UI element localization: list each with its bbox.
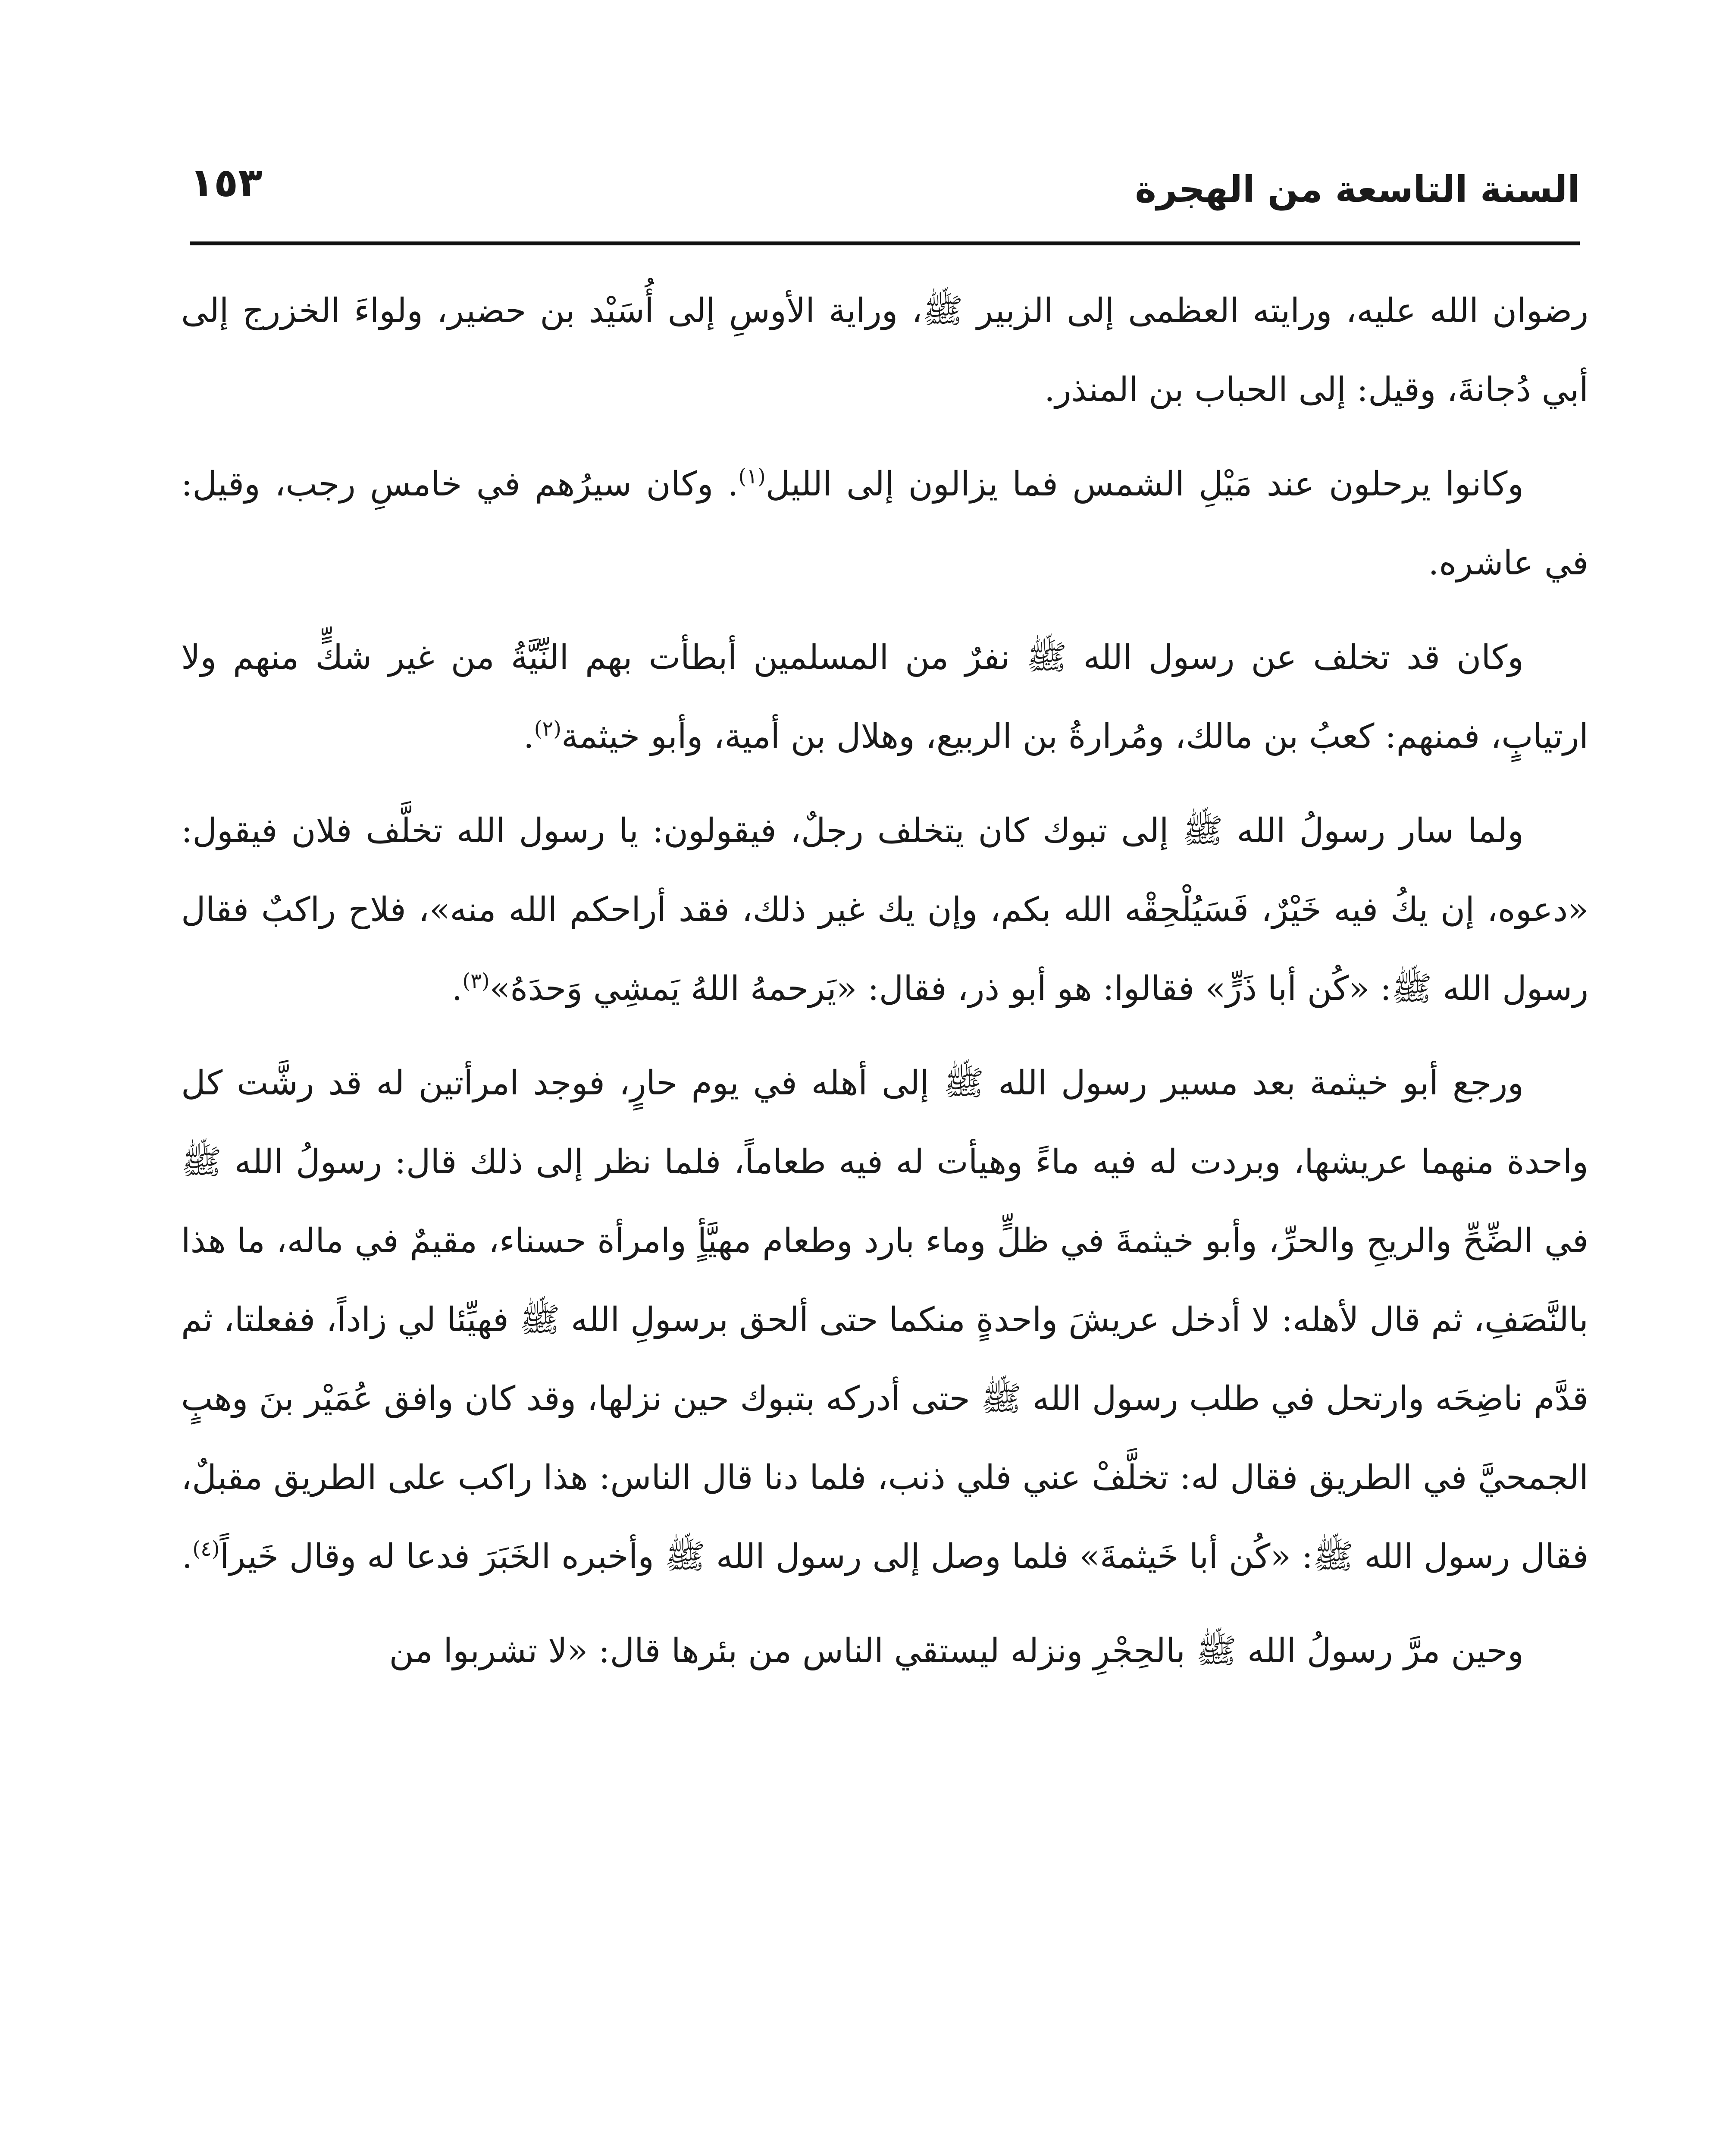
main-text xyxy=(181,272,1588,1706)
paragraph-text: . xyxy=(451,969,463,1008)
paragraph-text: وكان قد تخلف عن رسول الله ﷺ نفرٌ من المسلمين أبطأت بهم النِّيَّةُ من غير شكٍّ منهم ولا ارتيابٍ، فمنهم: كعبُ بن مالك، ومُرارةُ بن الربيع، وهلال بن أمية، وأبو خيثمة xyxy=(181,638,1588,756)
footnote-ref: (٤) xyxy=(192,1537,220,1561)
paragraph-text: وحين مرَّ رسولُ الله ﷺ بالحِجْرِ ونزله ليستقي الناس من بئرها قال: «لا تشربوا من xyxy=(389,1632,1524,1670)
paragraph xyxy=(181,445,1588,603)
paragraph xyxy=(181,1612,1588,1691)
paragraph xyxy=(181,618,1588,776)
header-rule xyxy=(190,241,1580,245)
paragraph-text: . xyxy=(182,1537,193,1576)
paragraph-text: وكانوا يرحلون عند مَيْلِ الشمس فما يزالون إلى الليل xyxy=(765,465,1524,504)
paragraph xyxy=(181,272,1588,429)
paragraph-text: ولما سار رسولُ الله ﷺ إلى تبوك كان يتخلف رجلٌ، فيقولون: يا رسول الله تخلَّف فلان فيقول: «دعوه، إن يكُ فيه خَيْرٌ، فَسَيُلْحِقْه الله بكم، وإن يك غير ذلك، فقد أراحكم الله منه»، فلاح راكبٌ فقال رسول الله ﷺ: «كُن أبا ذَرٍّ» فقالوا: هو أبو ذر، فقال: «يَرحمهُ اللهُ يَمشِي وَحدَهُ» xyxy=(181,812,1588,1008)
footnote-ref: (١) xyxy=(738,464,766,489)
page-number: ١٥٣ xyxy=(190,160,263,206)
running-title: السنة التاسعة من الهجرة xyxy=(1135,168,1580,210)
footnote-ref: (٣) xyxy=(462,969,490,993)
paragraph-text: . xyxy=(523,717,534,756)
paragraph-text: رضوان الله عليه، ورايته العظمى إلى الزبير ﷺ، وراية الأوسِ إلى أُسَيْد بن حضير، ولواءَ الخزرج إلى أبي دُجانةَ، وقيل: إلى الحباب بن المنذر. xyxy=(181,291,1588,409)
paragraph-text: ورجع أبو خيثمة بعد مسير رسول الله ﷺ إلى أهله في يوم حارٍ، فوجد امرأتين له قد رشَّت كل واحدة منهما عريشها، وبردت له فيه ماءً وهيأت له فيه طعاماً، فلما نظر إلى ذلك قال: رسولُ الله ﷺ في الضِّحِّ والريحِ والحرِّ، وأبو خيثمةَ في ظلٍّ وماء بارد وطعام مهيَّأٍ وامرأة حسناء، مقيمٌ في ماله، ما هذا بالنَّصَفِ، ثم قال لأهله: لا أدخل عريشَ واحدةٍ منكما حتى ألحق برسولِ الله ﷺ فهيِّئا لي زاداً، ففعلتا، ثم قدَّم ناضِحَه وارتحل في طلب رسول الله ﷺ حتى أدركه بتبوك حين نزلها، وقد كان وافق عُمَيْر بنَ وهبٍ الجمحيَّ في الطريق فقال له: تخلَّفْ عني فلي ذنب، فلما دنا قال الناس: هذا راكب على الطريق مقبلٌ، فقال رسول الله ﷺ: «كُن أبا خَيثمةَ» فلما وصل إلى رسول الله ﷺ وأخبره الخَبَرَ فدعا له وقال خَيراً xyxy=(181,1064,1588,1576)
paragraph xyxy=(181,1044,1588,1596)
page-header xyxy=(190,142,1580,254)
paragraph xyxy=(181,792,1588,1028)
footnote-ref: (٢) xyxy=(534,717,561,741)
paragraph-text: . وكان سيرُهم في خامسِ رجب، وقيل: في عاشره. xyxy=(181,465,1588,583)
